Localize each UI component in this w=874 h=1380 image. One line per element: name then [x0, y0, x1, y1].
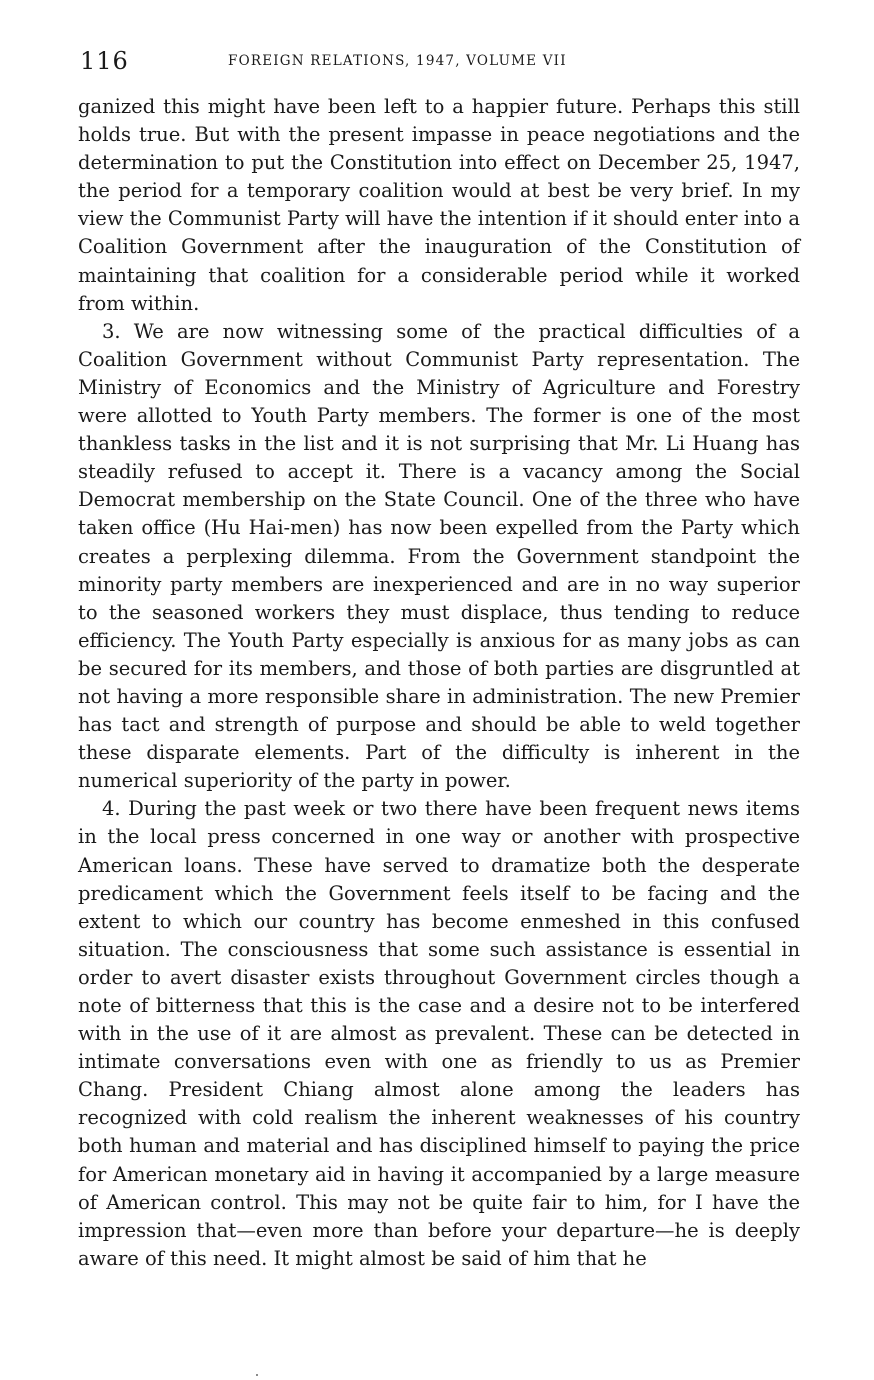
page-header — [80, 46, 800, 76]
running-head: FOREIGN RELATIONS, 1947, VOLUME VII — [228, 53, 567, 69]
page-number: 116 — [80, 47, 129, 75]
stray-ink-dot — [256, 1374, 258, 1376]
paragraph-4: 4. During the past week or two there have been frequent news items in the local press concerned in one way or another with prospective American loans. These have served to dramatize both the desperate predicament which the Government feels itself to be facing and the extent to which our country has become enmeshed in this confused situation. The consciousness that some such assistance is essential in order to avert disaster exists throughout Government circles though a note of bitterness that this is the case and a desire not to be interfered with in the use of it are almost as prevalent. These can be detected in intimate conversations even with one as friendly to us as Premier Chang. President Chiang almost alone among the leaders has recognized with cold realism the inherent weaknesses of his country both human and material and has disciplined himself to paying the price for American monetary aid in having it accompanied by a large measure of American control. This may not be quite fair to him, for I have the impression that—even more than before your departure—he is deeply aware of this need. It might almost be said of him that he — [78, 797, 800, 1270]
body-text — [78, 93, 800, 1273]
paragraph-3: 3. We are now witnessing some of the practical difficulties of a Coalition Government without Communist Party representation. The Ministry of Economics and the Ministry of Agriculture and Forestry were allotted to Youth Party members. The former is one of the most thankless tasks in the list and it is not surprising that Mr. Li Huang has steadily refused to accept it. There is a vacancy among the Social Democrat membership on the State Council. One of the three who have taken office (Hu Hai-men) has now been expelled from the Party which creates a perplexing dilemma. From the Government standpoint the minority party members are inexperienced and are in no way superior to the seasoned workers they must displace, thus tending to reduce efficiency. The Youth Party especially is anxious for as many jobs as can be secured for its members, and those of both parties are disgruntled at not having a more responsible share in administration. The new Premier has tact and strength of purpose and should be able to weld together these disparate elements. Part of the difficulty is inherent in the numerical superiority of the party in power. — [78, 319, 800, 793]
paragraph-continuation: ganized this might have been left to a happier future. Perhaps this still holds true. But with the present impasse in peace negotiations and the determination to put the Constitution into effect on December 25, 1947, the period for a temporary coalition would at best be very brief. In my view the Communist Party will have the intention if it should enter into a Coalition Government after the inauguration of the Constitution of maintaining that coalition for a considerable period while it worked from within. — [78, 95, 800, 315]
